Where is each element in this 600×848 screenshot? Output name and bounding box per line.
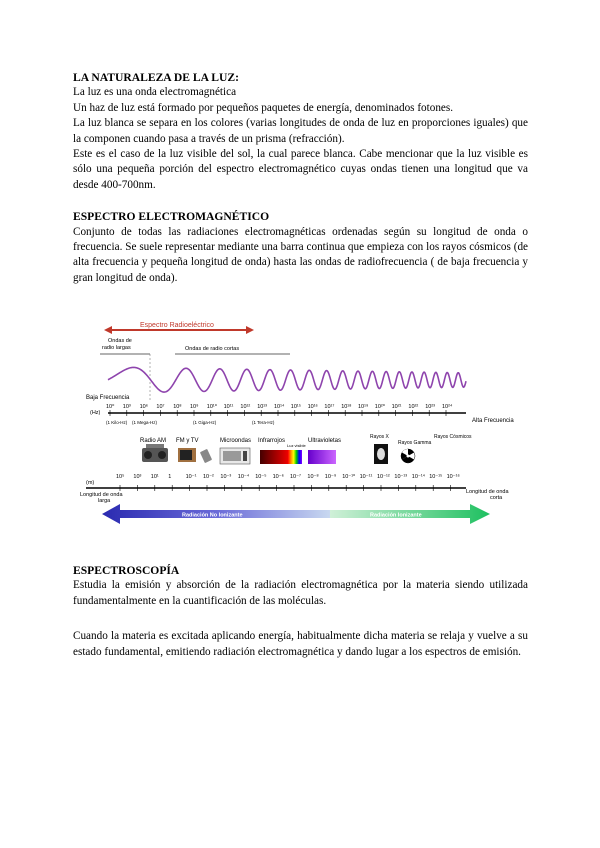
wave-curve [108,367,466,392]
frequency-tick-label: 10¹⁹ [358,404,369,410]
short-wave-label: Longitud de onda corta [466,489,509,501]
paragraph-line: La luz blanca se separa en los colores (varias longitudes de onda de luz en proporciones iguales) que la componen cuando pasa a través de un prisma (refracción). [73,117,528,145]
infrared-spectrum-icon [260,450,288,464]
frequency-tick-label: 10²⁰ [374,404,385,410]
wavelength-tick-label: 10⁻¹¹ [359,474,373,480]
paragraph-line: Un haz de luz está formado por pequeños paquetes de energía, denominados fotones. [73,101,454,114]
frequency-tick-label: 10¹² [240,404,251,410]
low-frequency-label: Baja Frecuencia [86,395,130,401]
unit-giga: (1 Giga-Hz) [193,420,217,425]
wavelength-tick-label: 10⁻³ [220,474,232,480]
frequency-tick-label: 10²¹ [391,404,402,410]
wavelength-tick-label: 10³ [133,474,142,480]
unit-kilo: (1 Kilo-Hz) [106,420,128,425]
wavelength-tick-label: 10⁻⁹ [324,474,337,480]
paragraph-line: La luz es una onda electromagnética [73,86,237,99]
band-ultraviolet: Ultravioletas [308,438,342,444]
frequency-tick-label: 10¹⁵ [290,404,302,410]
tv-icon [178,448,196,462]
band-visible: Luz visible [287,443,306,448]
frequency-tick-label: 10¹¹ [223,404,234,410]
paragraph-spectrum: Conjunto de todas las radiaciones electromagnéticas ordenadas según su longitud de onda o frecuencia. Se suele representar mediante una barra continua que empieza con los rayos cósmicos (de alta frecuencia y pequeña longitud de onda) hasta las ondas de radiofrecuencia ( de baja frecuencia y gran longitud de onda). [73,225,528,284]
frequency-tick-label: 10²³ [425,404,435,410]
paragraph-spectroscopy-2: Cuando la materia es excitada aplicando energía, habitualmente dicha materia se relaja y vuelve a su estado fundamental, emitiendo radiación electromagnética y dando lugar a los espectros de emisión. [73,630,528,658]
long-wave-label: Longitud de onda larga [80,492,123,504]
phone-icon [200,449,212,463]
heading-spectrum: ESPECTRO ELECTROMAGNÉTICO [73,210,270,224]
frequency-tick-label: 10⁶ [139,404,148,410]
band-radio-am: Radio AM [140,438,167,444]
high-frequency-label: Alta Frecuencia [472,418,514,424]
short-radio-label: Ondas de radio cortas [185,346,240,352]
heading-spectroscopy: ESPECTROSCOPÍA [73,564,180,577]
band-xray: Rayos X [370,434,389,440]
xray-icon [374,444,388,464]
hz-label: (Hz) [90,410,101,416]
wavelength-tick-label: 10⁻⁵ [255,474,267,480]
document-body [73,70,528,286]
frequency-tick-label: 10¹⁷ [324,404,335,410]
spectrum-figure [80,310,520,530]
wavelength-tick-label: 10⁻⁴ [237,474,250,480]
wavelength-tick-label: 10⁵ [116,474,125,480]
band-gamma: Rayos Gamma [398,440,432,446]
wavelength-tick-label: 10⁻¹⁶ [446,474,460,480]
wavelength-tick-label: 10⁻¹ [185,474,197,480]
frequency-tick-label: 10¹⁸ [341,404,352,410]
paragraph-spectroscopy-1: Estudia la emisión y absorción de la radiación electromagnética por la materia siendo utilizada fundamentalmente en la cuantificación de las moléculas. [73,579,528,607]
heading-nature-light: LA NATURALEZA DE LA LUZ: [73,71,239,84]
radio-spectrum-label: Espectro Radioeléctrico [140,322,214,329]
visible-spectrum-icon [288,450,302,464]
frequency-tick-label: 10²⁴ [442,404,453,410]
frequency-tick-label: 10³ [122,404,131,410]
ultraviolet-icon [308,450,336,464]
frequency-tick-label: 10⁸ [173,404,182,410]
ionizing-label: Radiación Ionizante [370,512,422,519]
paragraph-line: Este es el caso de la luz visible del sol, la cual parece blanca. Cabe mencionar que la luz visible es sólo una pequeña porción del espectro electromagnético cuyas ondas tienen una longitud que va desde 400-700nm. [73,148,528,191]
radiation-icon [401,449,415,463]
frequency-tick-label: 10¹⁶ [307,404,318,410]
unit-tera: (1 Tera-Hz) [252,420,275,425]
frequency-tick-label: 10⁷ [156,404,165,410]
frequency-tick-label: 10¹⁰ [206,404,217,410]
wavelength-tick-label: 10⁻¹³ [394,474,408,480]
wavelength-tick-label: 10⁻² [203,474,214,480]
frequency-tick-label: 10¹³ [257,404,267,410]
wavelength-tick-label: 10⁻⁷ [290,474,302,480]
wavelength-tick-label: 10⁻¹⁵ [429,474,443,480]
wavelength-tick-label: 10¹ [150,474,159,480]
band-microwave: Microondas [220,438,252,444]
radio-icon [142,444,168,462]
wavelength-tick-label: 10⁻⁶ [272,474,284,480]
wavelength-tick-label: 10⁻¹⁴ [411,474,426,480]
microwave-icon [220,448,250,464]
wavelength-tick-label: 10⁻¹⁰ [342,474,356,480]
frequency-tick-label: 10⁰ [106,404,115,410]
frequency-tick-label: 10⁹ [190,404,199,410]
wavelength-tick-label: 10⁻¹² [377,474,390,480]
frequency-tick-label: 10¹⁴ [274,404,285,410]
long-radio-label: Ondas de radio largas [102,338,132,351]
wavelength-tick-label: 1 [168,474,172,480]
wavelength-tick-label: 10⁻⁸ [307,474,319,480]
band-infrared: Infrarrojos [258,438,286,444]
frequency-tick-label: 10²² [408,404,419,410]
non-ionizing-label: Radiación No Ionizante [182,512,243,519]
spectroscopy-section [73,563,528,660]
m-label: (m) [86,480,95,486]
band-cosmic: Rayos Cósmicos [434,434,472,440]
band-fm-tv: FM y TV [176,438,199,444]
unit-mega: (1 Mega-Hz) [132,420,158,425]
